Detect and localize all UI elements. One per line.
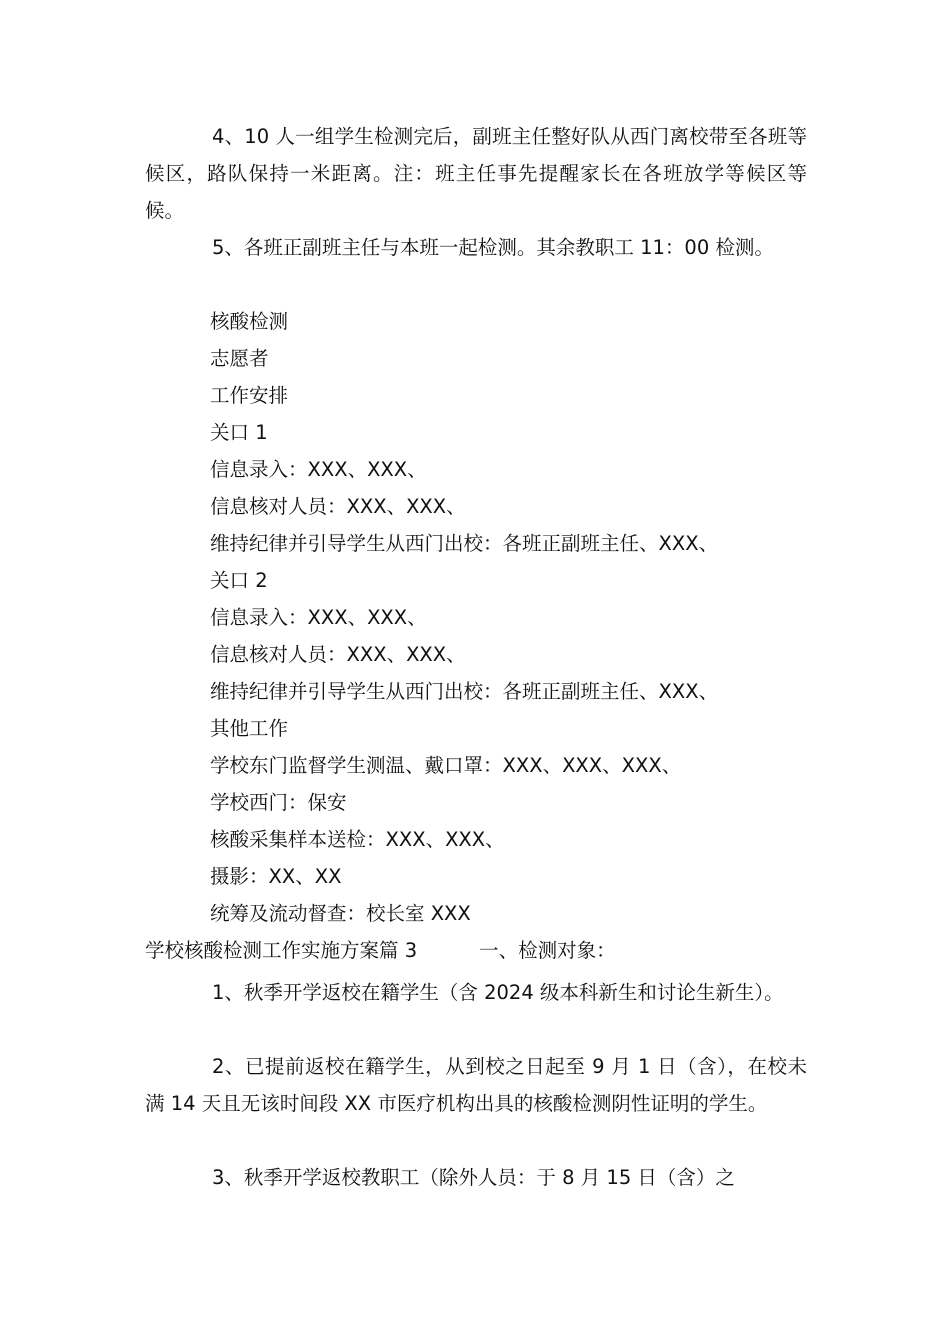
paragraph-item-1: 1、秋季开学返校在籍学生（含 2024 级本科新生和讨论生新生）。 bbox=[212, 981, 784, 1004]
list-line: 学校西门：保安 bbox=[210, 791, 347, 814]
paragraph-item-4: 4、10 人一组学生检测完后，副班主任整好队从西门离校带至各班等候区，路队保持一米距离。注：班主任事先提醒家长在各班放学等候区等候。 bbox=[145, 125, 807, 222]
list-line: 关口 1 bbox=[210, 421, 268, 444]
list-line: 志愿者 bbox=[210, 347, 269, 370]
list-line: 关口 2 bbox=[210, 569, 268, 592]
section-subheading: 一、检测对象： bbox=[479, 939, 616, 962]
list-line: 统筹及流动督查：校长室 XXX bbox=[210, 902, 471, 925]
list-line: 信息核对人员：XXX、XXX、 bbox=[210, 643, 466, 666]
paragraph-item-2: 2、已提前返校在籍学生，从到校之日起至 9 月 1 日（含），在校未满 14 天且无该时间段 XX 市医疗机构出具的核酸检测阴性证明的学生。 bbox=[145, 1055, 807, 1115]
paragraph-item-5: 5、各班正副班主任与本班一起检测。其余教职工 11：00 检测。 bbox=[212, 236, 774, 259]
list-line: 维持纪律并引导学生从西门出校：各班正副班主任、XXX、 bbox=[210, 680, 719, 703]
list-line: 信息核对人员：XXX、XXX、 bbox=[210, 495, 466, 518]
list-line: 维持纪律并引导学生从西门出校：各班正副班主任、XXX、 bbox=[210, 532, 719, 555]
list-line: 其他工作 bbox=[210, 717, 289, 740]
list-line: 核酸检测 bbox=[210, 310, 289, 333]
paragraph-item-3: 3、秋季开学返校教职工（除外人员：于 8 月 15 日（含）之 bbox=[212, 1166, 735, 1189]
list-line: 摄影：XX、XX bbox=[210, 865, 342, 888]
list-line: 工作安排 bbox=[210, 384, 289, 407]
list-line: 信息录入：XXX、XXX、 bbox=[210, 606, 427, 629]
list-line: 核酸采集样本送检：XXX、XXX、 bbox=[210, 828, 505, 851]
section-heading-line bbox=[145, 937, 616, 965]
list-line: 学校东门监督学生测温、戴口罩：XXX、XXX、XXX、 bbox=[210, 754, 682, 777]
list-line: 信息录入：XXX、XXX、 bbox=[210, 458, 427, 481]
section-heading: 学校核酸检测工作实施方案篇 3 bbox=[145, 939, 418, 962]
